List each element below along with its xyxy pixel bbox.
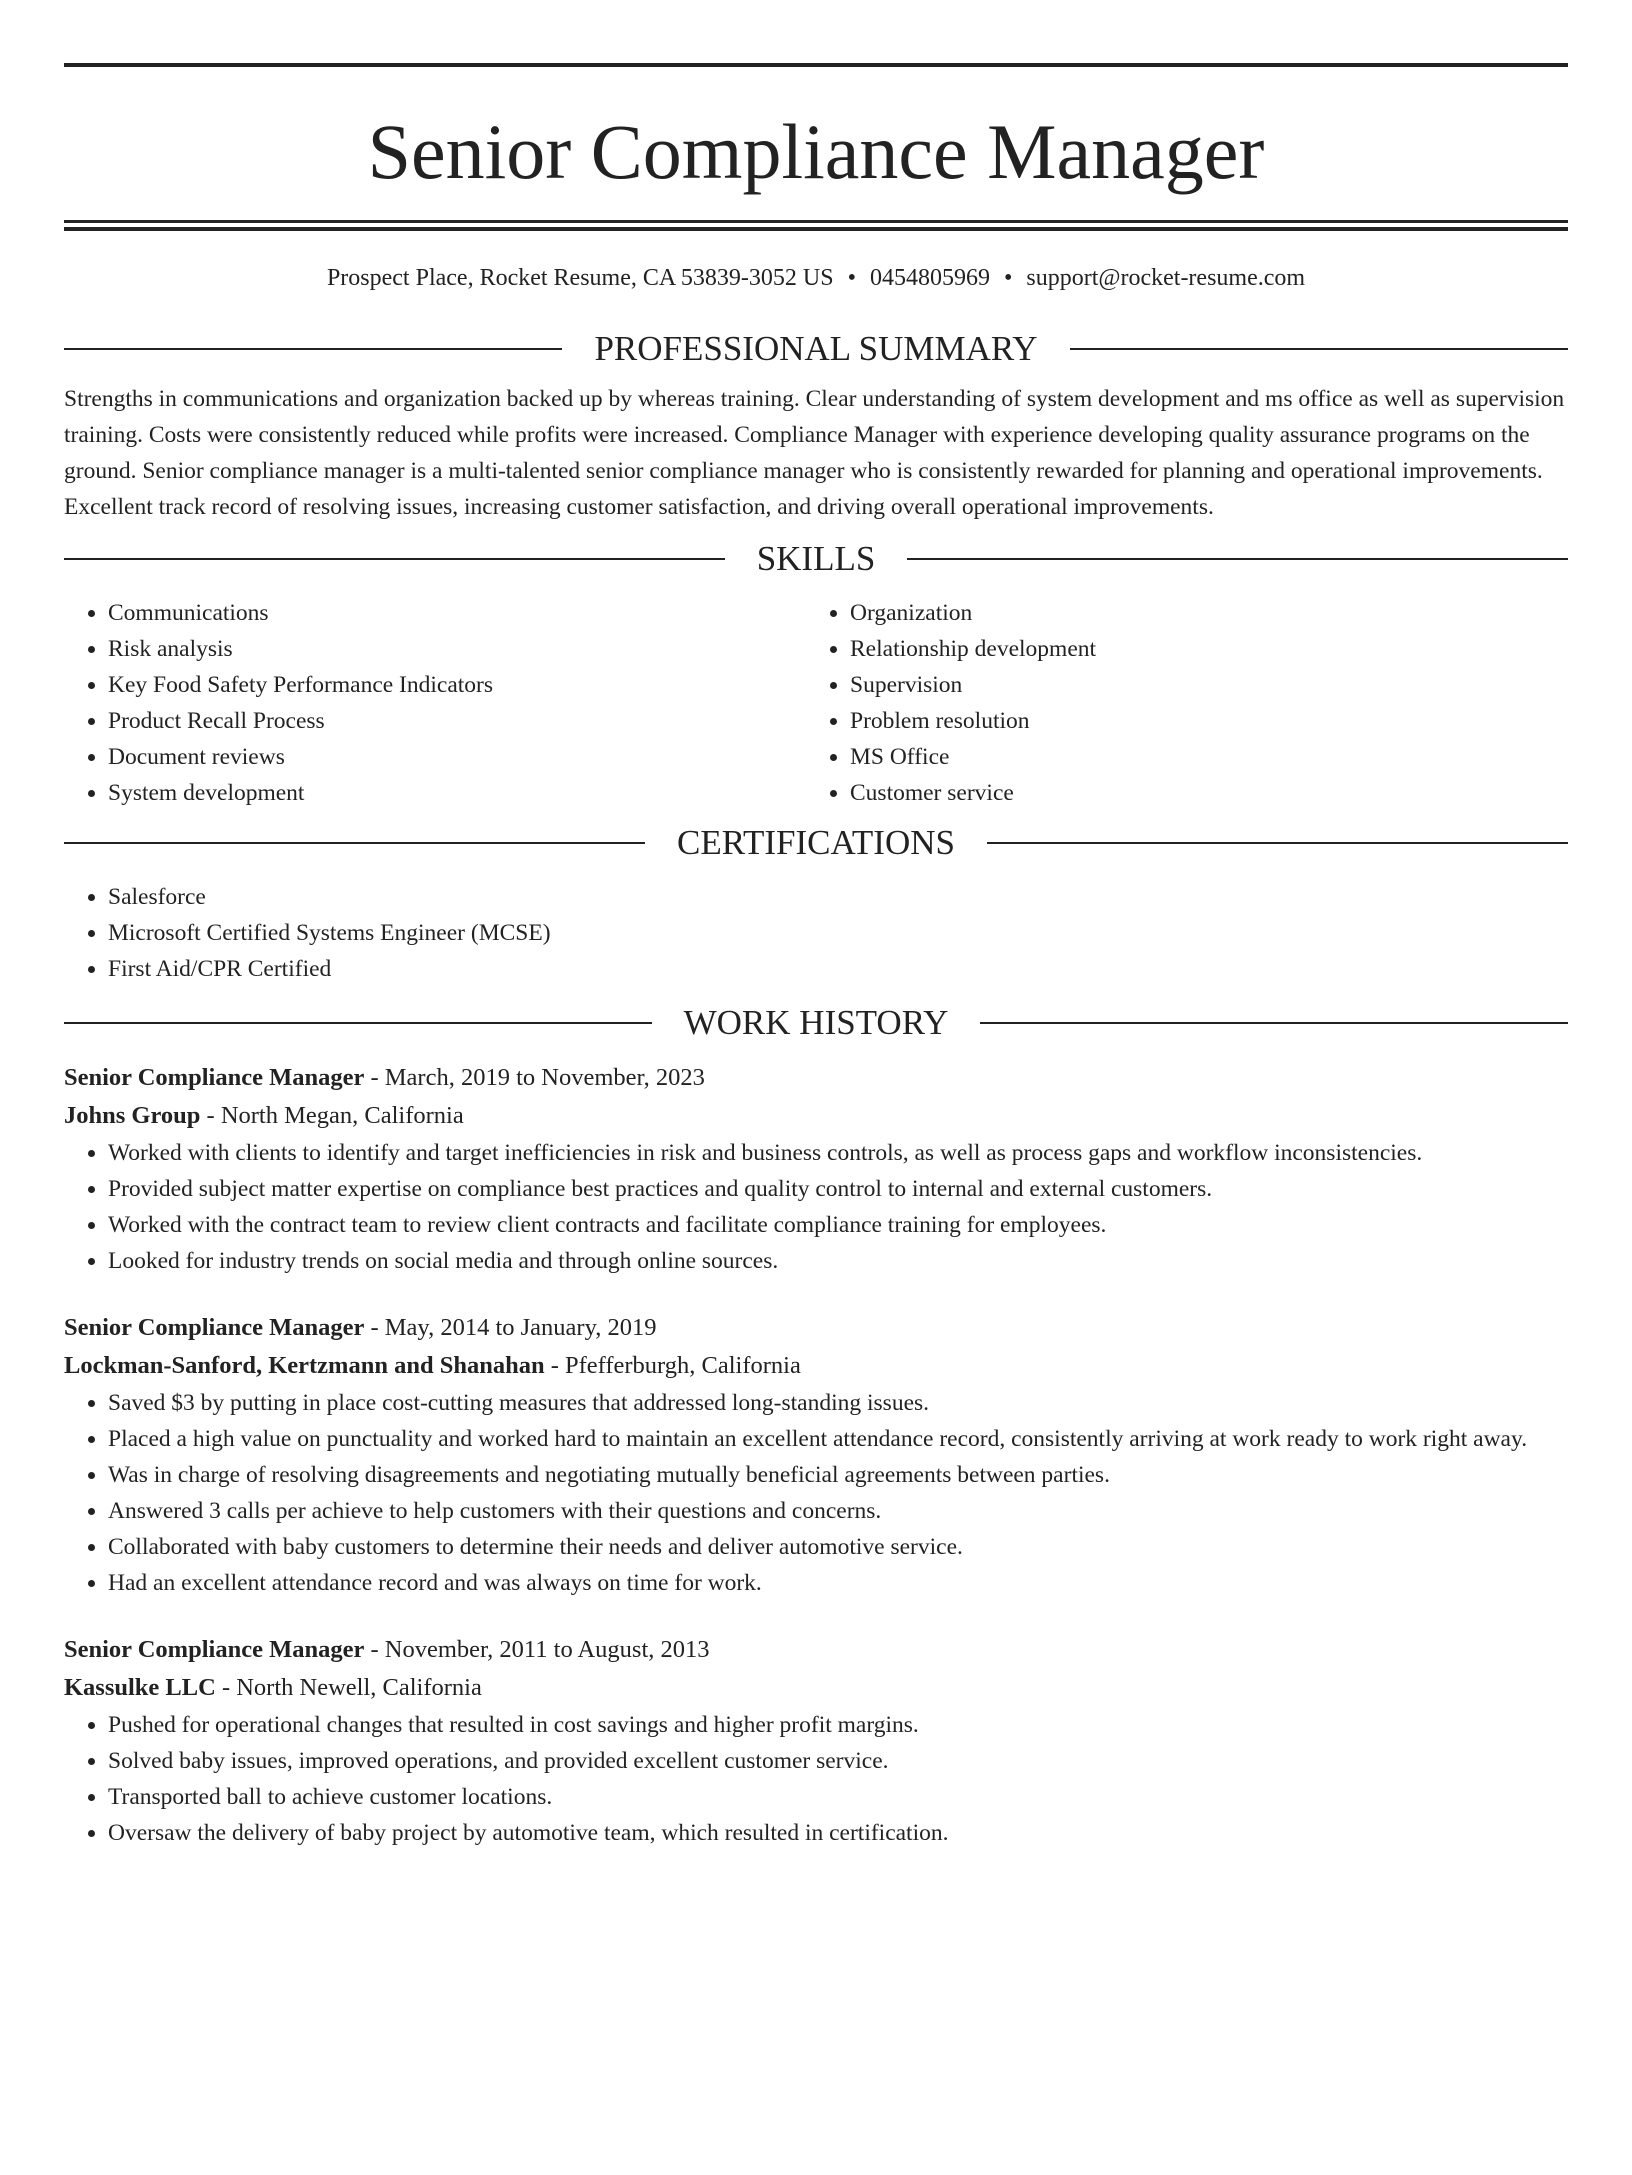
job-location: - North Newell, California [215, 1674, 482, 1701]
certification-item: • Microsoft Certified Systems Engineer (MCSE) [108, 915, 1568, 951]
work-title: WORK HISTORY [683, 1003, 949, 1042]
skill-item: • Organization [850, 595, 1548, 631]
job-company: Kassulke LLC [64, 1674, 216, 1701]
job-bullet: • Answered 3 calls per achieve to help customers with their questions and concerns. [108, 1493, 1568, 1529]
heading-rule [64, 842, 645, 844]
skill-item: • Customer service [850, 775, 1548, 811]
job-bullet: • Looked for industry trends on social media and through online sources. [108, 1243, 1568, 1279]
skill-item: • Communications [108, 595, 806, 631]
skill-item: • Supervision [850, 667, 1548, 703]
contact-separator: • [1003, 265, 1013, 291]
job-role: Senior Compliance Manager [64, 1636, 365, 1663]
job-role: Senior Compliance Manager [64, 1314, 365, 1341]
resume-name: Senior Compliance Manager [367, 108, 1265, 195]
certification-item: • Salesforce [108, 879, 1568, 915]
heading-rule [64, 558, 725, 560]
work-section-heading [64, 1003, 1568, 1043]
heading-rule [980, 1022, 1568, 1024]
heading-rule [1070, 348, 1568, 350]
job-bullets [64, 1385, 1568, 1601]
skills-column-left [64, 595, 806, 811]
skills-list [64, 595, 1568, 811]
skill-item: • Relationship development [850, 631, 1548, 667]
skill-item: • Key Food Safety Performance Indicators [108, 667, 806, 703]
job-role: Senior Compliance Manager [64, 1064, 365, 1091]
job-bullet: • Oversaw the delivery of baby project by automotive team, which resulted in certification. [108, 1815, 1568, 1851]
job-bullet: • Provided subject matter expertise on compliance best practices and quality control to internal and external customers. [108, 1171, 1568, 1207]
contact-separator: • [847, 265, 856, 291]
skill-item: • MS Office [850, 739, 1548, 775]
job-bullet: • Placed a high value on punctuality and worked hard to maintain an excellent attendance record, consistently arriving at work ready to work right away. [108, 1421, 1568, 1457]
job-entry [64, 1059, 1568, 1279]
job-bullet: • Collaborated with baby customers to determine their needs and deliver automotive service. [108, 1529, 1568, 1565]
job-bullet: • Saved $3 by putting in place cost-cutting measures that addressed long-standing issues. [108, 1385, 1568, 1421]
summary-text: Strengths in communications and organization backed up by whereas training. Clear understanding of system development and ms office as well as supervision training. Costs were consistently reduced while profits were increased. Compliance Manager with experience developing quality assurance programs on the ground. Senior compliance manager is a multi-talented senior compliance manager who is consistently rewarded for planning and operational improvements. Excellent track record of resolving issues, increasing customer satisfaction, and driving overall operational improvements. [64, 386, 1565, 520]
skill-item: • Document reviews [108, 739, 806, 775]
top-rule [64, 63, 1568, 67]
job-company: Johns Group [64, 1102, 201, 1129]
contact-phone: 0454805969 [869, 265, 990, 291]
certifications-title: CERTIFICATIONS [677, 823, 955, 862]
job-dates: - November, 2011 to August, 2013 [364, 1636, 710, 1663]
job-bullets [64, 1135, 1568, 1279]
resume-page [0, 63, 1632, 2175]
job-company-line [64, 1097, 1568, 1135]
skill-item: • Product Recall Process [108, 703, 806, 739]
job-entry [64, 1631, 1568, 1851]
skills-section-heading [64, 539, 1568, 579]
heading-rule [64, 1022, 652, 1024]
certifications-section-heading [64, 823, 1568, 863]
job-location: - North Megan, California [200, 1102, 464, 1129]
job-company-line [64, 1669, 1568, 1707]
job-title-line [64, 1059, 1568, 1097]
job-bullet: • Was in charge of resolving disagreements and negotiating mutually beneficial agreements between parties. [108, 1457, 1568, 1493]
skill-item: • Problem resolution [850, 703, 1548, 739]
heading-rule [987, 842, 1568, 844]
contact-address: Prospect Place, Rocket Resume, CA 53839-3052 US [326, 265, 834, 291]
contact-line [64, 263, 1568, 293]
job-bullet: • Had an excellent attendance record and was always on time for work. [108, 1565, 1568, 1601]
heading-rule [64, 348, 562, 350]
contact-email: support@rocket-resume.com [1026, 265, 1306, 291]
skill-item: • Risk analysis [108, 631, 806, 667]
job-bullet: • Worked with clients to identify and target inefficiencies in risk and business controls, as well as process gaps and workflow inconsistencies. [108, 1135, 1568, 1171]
job-bullet: • Pushed for operational changes that resulted in cost savings and higher profit margins. [108, 1707, 1568, 1743]
job-dates: - May, 2014 to January, 2019 [364, 1314, 657, 1341]
skill-item: • System development [108, 775, 806, 811]
job-bullet: • Solved baby issues, improved operations, and provided excellent customer service. [108, 1743, 1568, 1779]
job-bullet: • Transported ball to achieve customer locations. [108, 1779, 1568, 1815]
skills-column-right [806, 595, 1548, 811]
skills-title: SKILLS [756, 539, 876, 578]
summary-section-heading [64, 329, 1568, 369]
job-dates: - March, 2019 to November, 2023 [364, 1064, 705, 1091]
job-entry [64, 1309, 1568, 1601]
summary-title: PROFESSIONAL SUMMARY [594, 329, 1038, 368]
job-title-line [64, 1309, 1568, 1347]
name-double-rule [64, 220, 1568, 231]
heading-rule [907, 558, 1568, 560]
job-location: - Pfefferburgh, California [544, 1352, 801, 1379]
certification-item: • First Aid/CPR Certified [108, 951, 1568, 987]
job-bullets [64, 1707, 1568, 1851]
job-bullet: • Worked with the contract team to review client contracts and facilitate compliance training for employees. [108, 1207, 1568, 1243]
certifications-list [64, 879, 1568, 987]
job-company: Lockman-Sanford, Kertzmann and Shanahan [64, 1352, 545, 1379]
job-company-line [64, 1347, 1568, 1385]
job-title-line [64, 1631, 1568, 1669]
